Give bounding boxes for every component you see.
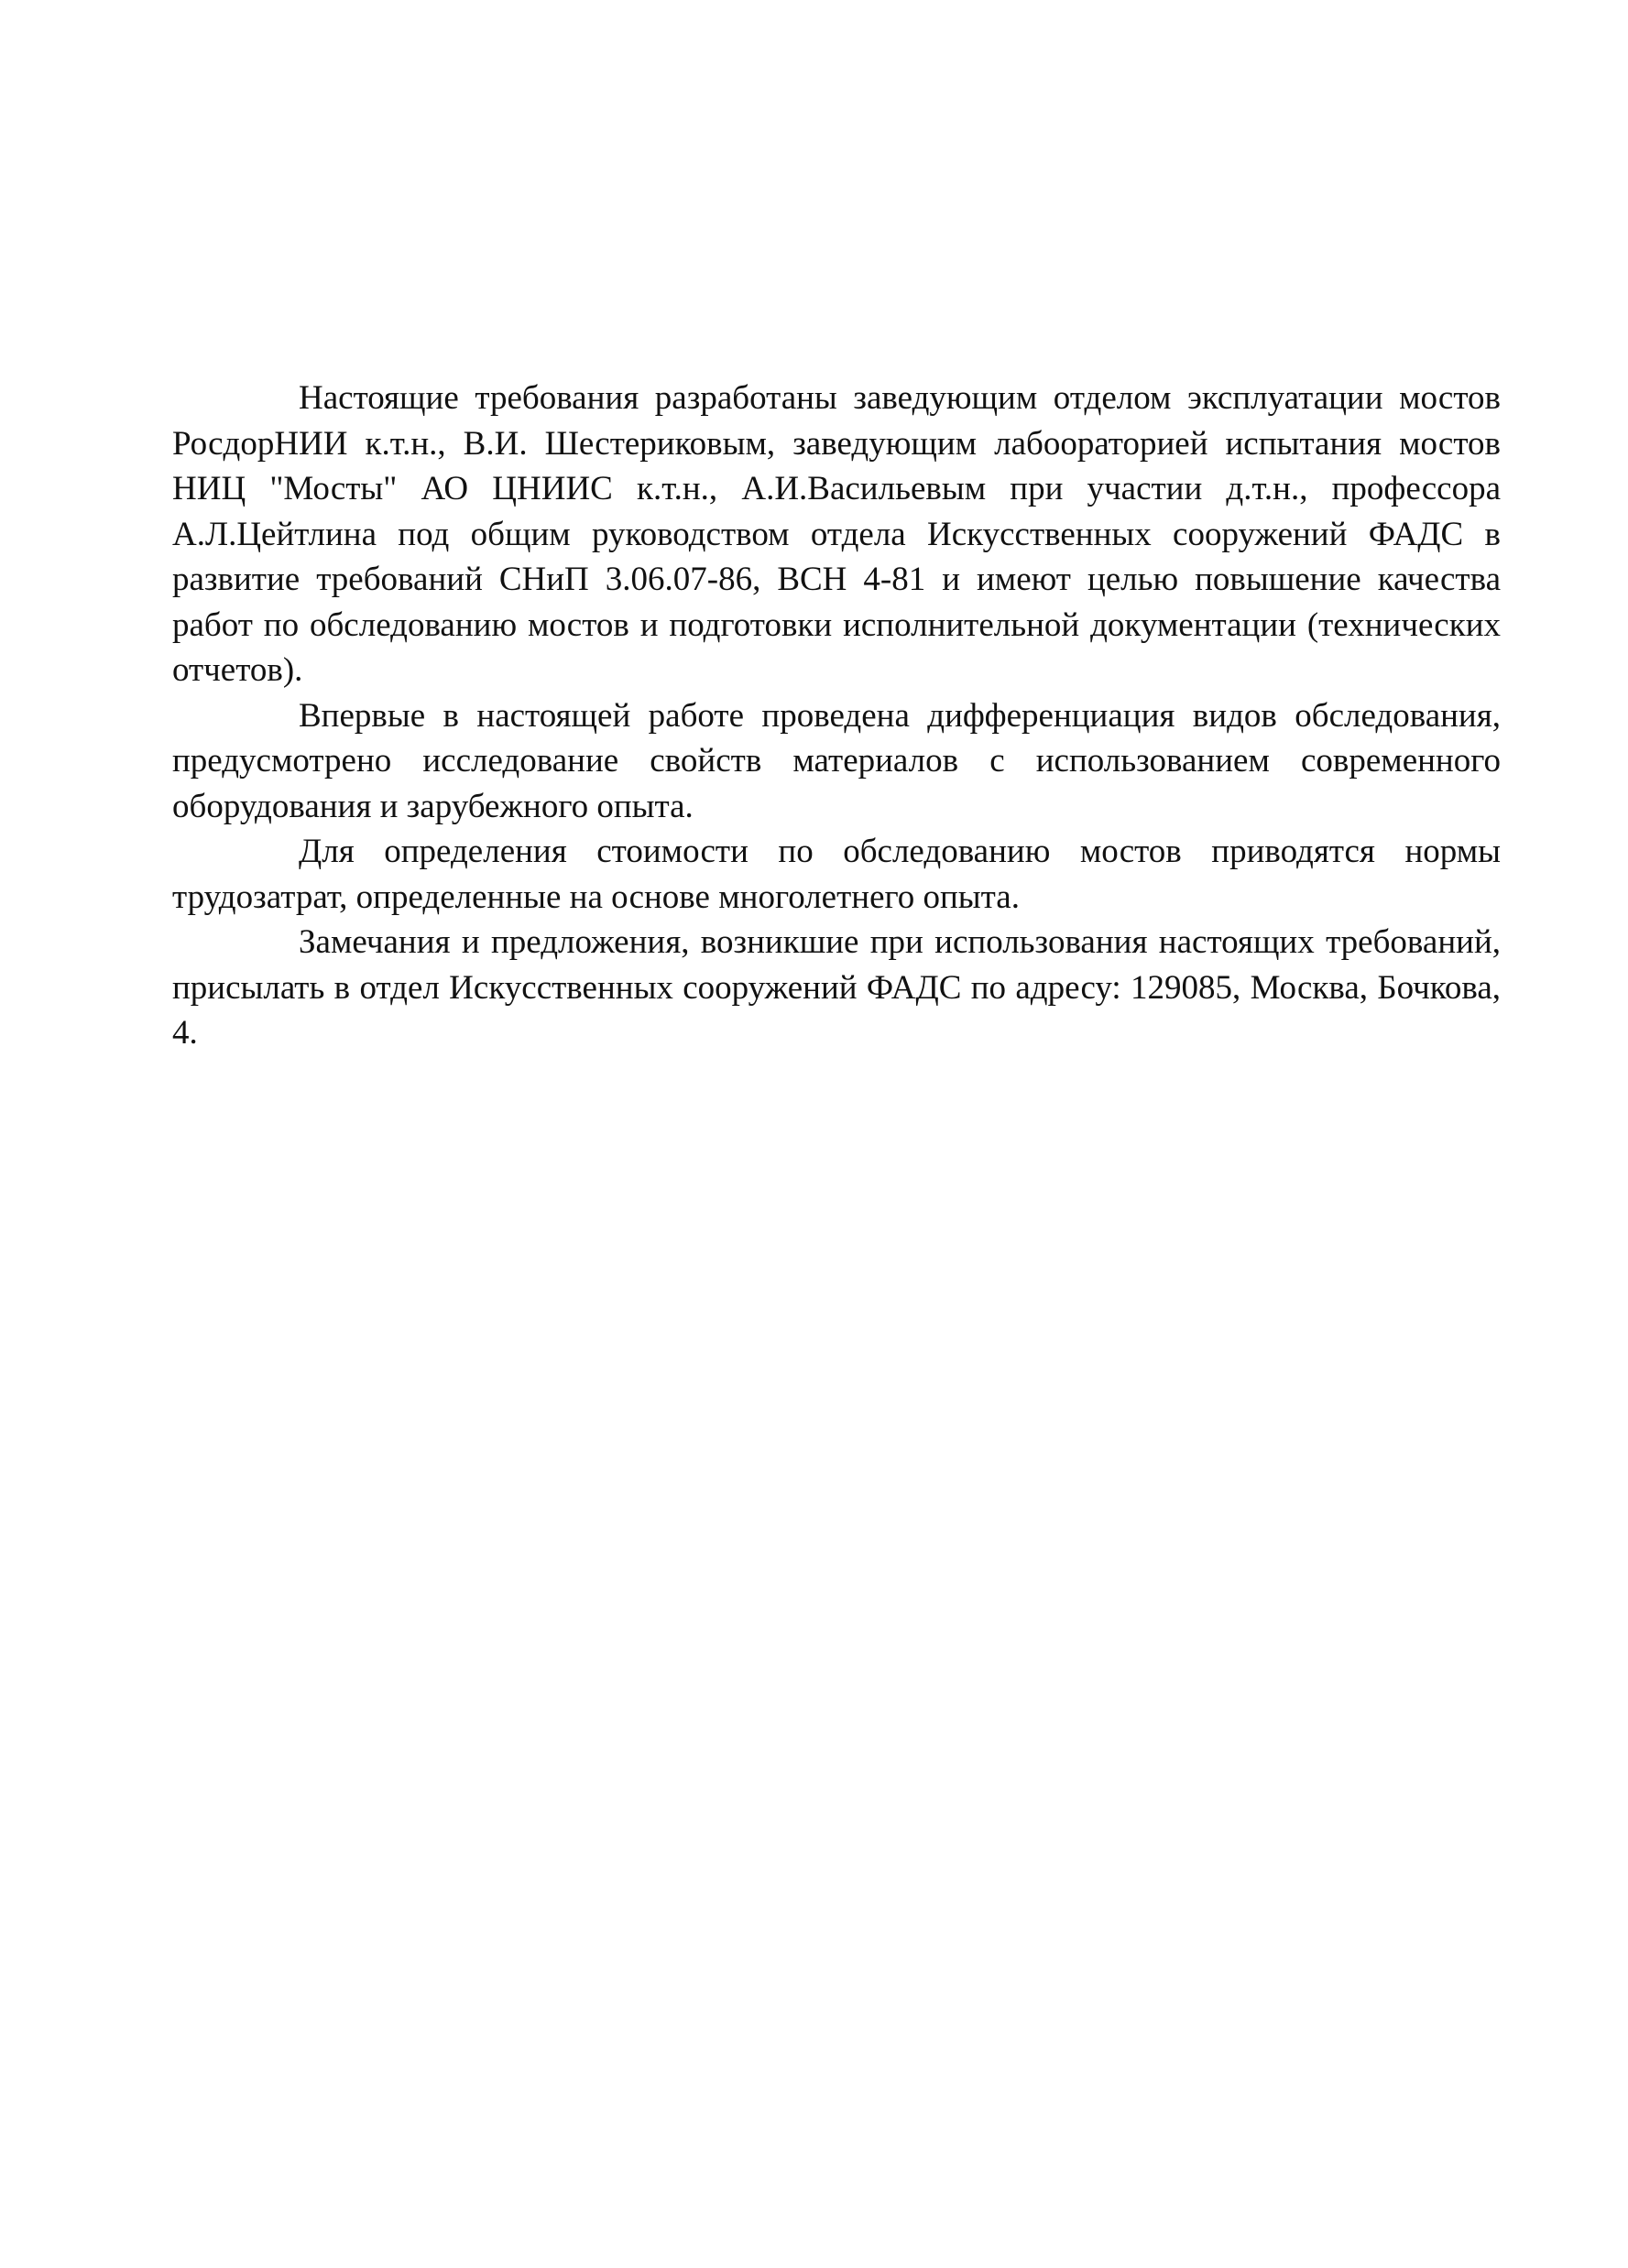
paragraph-feedback-address: Замечания и предложения, возникшие при использования настоящих требований, присылать в отдел Искусственных сооружений ФАДС по адресу: 129085, Москва, Бочкова, 4. — [172, 923, 1501, 1052]
document-body — [172, 376, 1501, 1056]
paragraph-novelty: Впервые в настоящей работе проведена дифференциация видов обследования, предусмотрено исследование свойств материалов с использованием современного оборудования и зарубежного опыта. — [172, 696, 1501, 825]
paragraph-labor-norms: Для определения стоимости по обследованию мостов приводятся нормы трудозатрат, определенные на основе многолетнего опыта. — [172, 833, 1501, 916]
paragraph-authors: Настоящие требования разработаны заведующим отделом эксплуатации мостов РосдорНИИ к.т.н., В.И. Шестериковым, заведующим лабоораторией испытания мостов НИЦ "Мосты" АО ЦНИИС к.т.н., А.И.Васильевым при участии д.т.н., профессора А.Л.Цейтлина под общим руководством отдела Искусственных сооружений ФАДС в развитие требований СНиП 3.06.07-86, ВСН 4-81 и имеют целью повышение качества работ по обследованию мостов и подготовки исполнительной документации (технических отчетов). — [172, 379, 1501, 689]
